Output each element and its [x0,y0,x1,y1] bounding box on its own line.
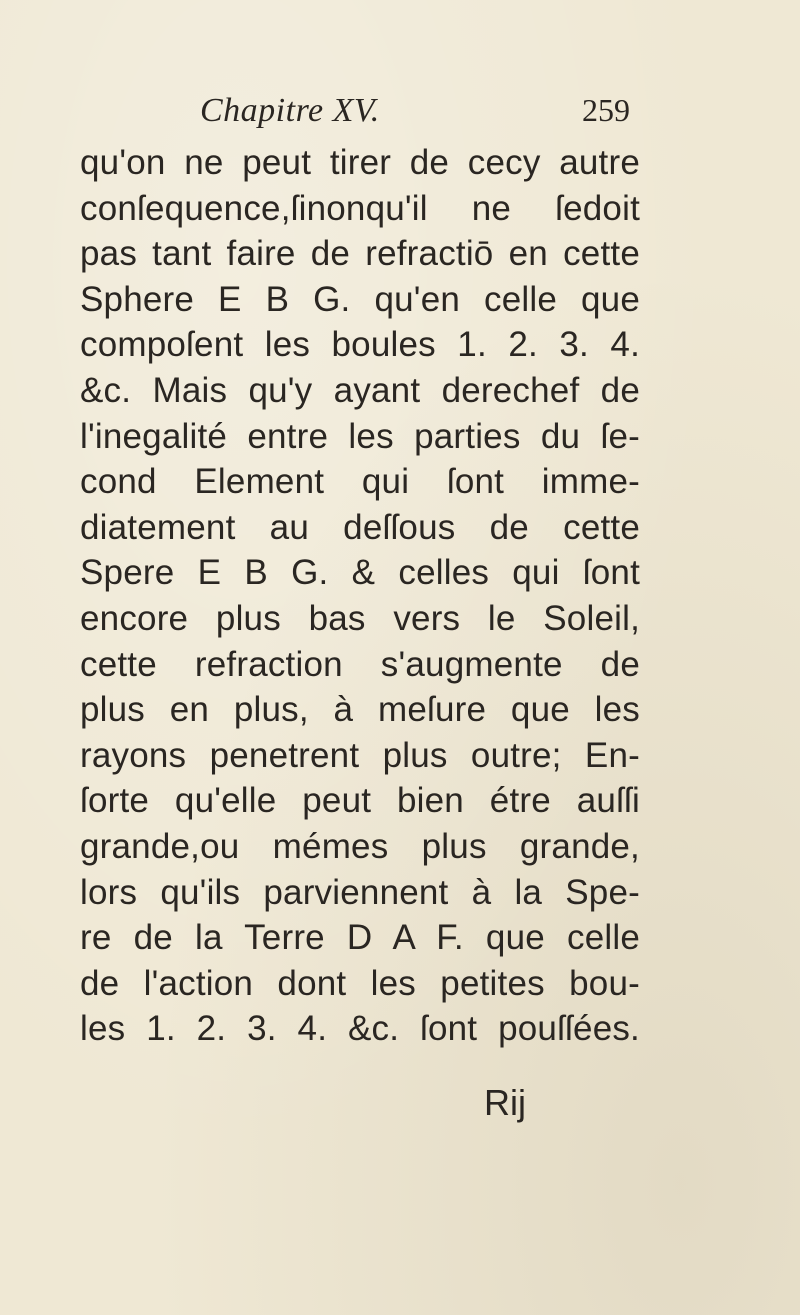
text-line: Spere E B G. & celles qui ſont [80,553,640,593]
text-line: diatement au deſſous de cette [80,507,640,547]
text-line: conſequence,ſinonqu'il ne ſedoit [80,188,640,228]
text-line: encore plus bas vers le Soleil, [80,598,640,638]
page-header [200,92,630,142]
body-text [80,140,640,1052]
text-line: &c. Mais qu'y ayant derechef de [80,370,640,410]
page-number: 259 [582,92,630,128]
text-line: cond Element qui ſont imme- [80,462,640,502]
text-line: Sphere E B G. qu'en celle que [80,279,640,319]
text-line: de l'action dont les petites bou- [80,963,640,1003]
text-line: grande,ou mémes plus grande, [80,826,640,866]
text-line: l'inegalité entre les parties du ſe- [80,416,640,456]
signature-mark: Rij [484,1082,526,1123]
text-line: compoſent les boules 1. 2. 3. 4. [80,325,640,365]
text-line: ſorte qu'elle peut bien étre auſſi [80,781,640,821]
text-line: plus en plus, à meſure que les [80,690,640,730]
text-line: rayons penetrent plus outre; En- [80,735,640,775]
text-line: qu'on ne peut tirer de cecy autre [80,143,640,182]
running-title: Chapitre XV. [200,92,380,129]
text-line: re de la Terre D A F. que celle [80,918,640,958]
text-line: cette refraction s'augmente de [80,644,640,684]
text-line: les 1. 2. 3. 4. &c. ſont pouſſées. [80,1009,640,1049]
text-line: pas tant faire de refractiō en cette [80,234,640,274]
text-line: lors qu'ils parviennent à la Spe- [80,872,640,912]
